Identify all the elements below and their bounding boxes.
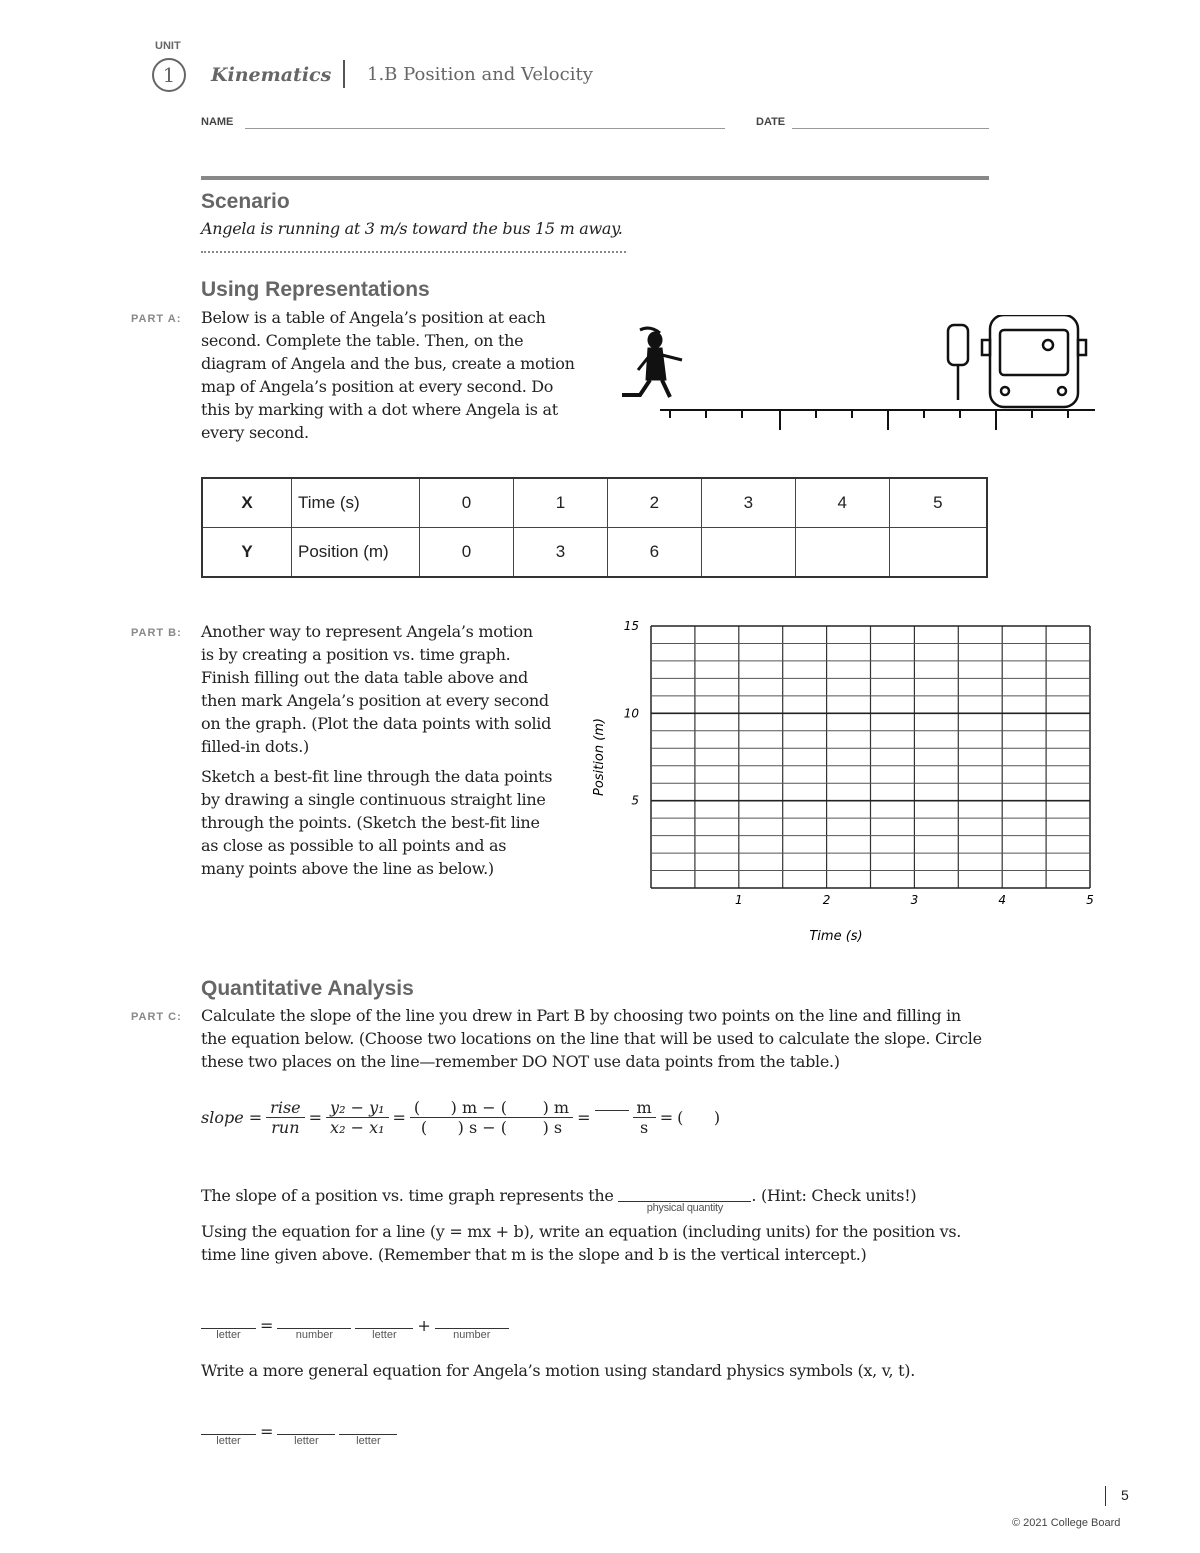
answer-parentheses[interactable]: ( ): [677, 1108, 721, 1127]
text-line: Calculate the slope of the line you drew in Part B by choosing two points on the line and filling in: [201, 1006, 961, 1025]
m-unit: m: [633, 1098, 656, 1118]
seconds-denominator[interactable]: ( ) s − ( ) s: [420, 1118, 563, 1137]
general-equation-blanks[interactable]: [201, 1422, 397, 1447]
unit-label: UNIT: [155, 40, 181, 52]
text-line: every second.: [201, 423, 309, 442]
text-line: through the points. (Sketch the best-fit line: [201, 813, 540, 832]
blank-letter[interactable]: letter: [201, 1434, 256, 1447]
graph-grid: [651, 626, 1090, 888]
text-line: second. Complete the table. Then, on the: [201, 331, 524, 350]
quantitative-analysis-heading: Quantitative Analysis: [201, 977, 414, 1000]
motion-map-diagram[interactable]: [610, 315, 1100, 435]
x-axis-label: Time (s): [809, 929, 863, 944]
copyright: © 2021 College Board: [1012, 1517, 1121, 1529]
value-fraction[interactable]: [410, 1098, 573, 1137]
text-line: as close as possible to all points and as: [201, 836, 507, 855]
scenario-divider: [201, 251, 626, 253]
text-line: Using the equation for a line (y = mx + b), write an equation (including units) for the position vs.: [201, 1222, 962, 1241]
text-line: Finish filling out the data table above and: [201, 668, 528, 687]
y-axis-label: Position (m): [592, 717, 607, 797]
x-tick-label: 2: [822, 893, 831, 907]
text-line: the equation below. (Choose two locations on the line that will be used to calculate the slope. Circle: [201, 1029, 982, 1048]
line-equation-blanks[interactable]: [201, 1316, 509, 1341]
s-unit: s: [639, 1118, 649, 1137]
blank-number[interactable]: number: [435, 1328, 509, 1341]
table-cell: 0: [420, 478, 514, 528]
text-line: diagram of Angela and the bus, create a motion: [201, 354, 575, 373]
run: run: [271, 1118, 300, 1137]
position-time-table: [201, 477, 988, 578]
date-label: DATE: [756, 116, 786, 128]
bus-icon: [982, 315, 1086, 407]
rise-over-run: [266, 1098, 304, 1137]
blank-letter[interactable]: letter: [201, 1328, 256, 1341]
slope-sentence: [201, 1184, 917, 1214]
physical-quantity-blank[interactable]: [618, 1184, 751, 1214]
part-a-text: [201, 306, 591, 444]
angela-runner-icon: [622, 328, 682, 397]
blank-caption: physical quantity: [618, 1201, 751, 1214]
text-line: Another way to represent Angela’s motion: [201, 622, 533, 641]
part-b-label: PART B:: [131, 627, 182, 639]
x-tick-label: 3: [910, 893, 919, 907]
slope-label: slope =: [201, 1108, 263, 1127]
text-line: by drawing a single continuous straight line: [201, 790, 546, 809]
bus-stop-sign-icon: [948, 325, 968, 400]
text-line: is by creating a position vs. time graph.: [201, 645, 511, 664]
unit-title: Kinematics: [211, 64, 332, 86]
text-line: time line given above. (Remember that m is the slope and b is the vertical intercept.): [201, 1245, 867, 1264]
general-equation-prompt: Write a more general equation for Angela’s motion using standard physics symbols (x, v, t).: [201, 1361, 915, 1380]
scenario-text: Angela is running at 3 m/s toward the bus 15 m away.: [201, 219, 623, 238]
rise: rise: [266, 1098, 304, 1118]
part-a-label: PART A:: [131, 313, 182, 325]
text-line: then mark Angela’s position at every second: [201, 691, 549, 710]
text-line: this by marking with a dot where Angela is at: [201, 400, 558, 419]
table-cell: 2: [607, 478, 701, 528]
table-cell-input[interactable]: [795, 528, 889, 578]
equals: =: [308, 1108, 323, 1127]
result-blank[interactable]: [595, 1110, 629, 1111]
scenario-heading: Scenario: [201, 190, 290, 213]
name-label: NAME: [201, 116, 234, 128]
ground-ruler: [660, 410, 1095, 430]
position-time-graph[interactable]: [580, 610, 1110, 955]
blank-number[interactable]: number: [277, 1328, 351, 1341]
table-cell-input[interactable]: [701, 528, 795, 578]
row-variable: Y: [202, 528, 292, 578]
table-cell: 3: [701, 478, 795, 528]
header-rule: [201, 176, 989, 180]
y-tick-label: 10: [623, 706, 639, 721]
text-line: many points above the line as below.): [201, 859, 494, 878]
row-variable: X: [202, 478, 292, 528]
text-line: filled-in dots.): [201, 737, 309, 756]
table-cell: 0: [420, 528, 514, 578]
page-number: 5: [1121, 1487, 1129, 1503]
date-field[interactable]: [792, 128, 989, 129]
blank-letter[interactable]: letter: [277, 1434, 335, 1447]
part-b-text: [201, 620, 581, 880]
slope-equation[interactable]: [201, 1098, 720, 1137]
using-representations-heading: Using Representations: [201, 278, 430, 301]
unit-number-badge: 1: [152, 58, 186, 92]
text: . (Hint: Check units!): [751, 1186, 917, 1205]
text-line: these two places on the line—remember DO NOT use data points from the table.): [201, 1052, 840, 1071]
text-line: Sketch a best-fit line through the data points: [201, 767, 553, 786]
part-c-text: [201, 1004, 1001, 1073]
footer-divider: [1105, 1486, 1106, 1506]
meters-numerator[interactable]: ( ) m − ( ) m: [410, 1098, 573, 1118]
table-cell-input[interactable]: [889, 528, 987, 578]
equals: =: [260, 1316, 274, 1335]
y-tick-label: 15: [623, 619, 639, 633]
table-cell: 6: [607, 528, 701, 578]
table-cell: 5: [889, 478, 987, 528]
x-difference: x₂ − x₁: [330, 1118, 385, 1137]
blank-letter[interactable]: letter: [339, 1434, 397, 1447]
text-line: on the graph. (Plot the data points with solid: [201, 714, 552, 733]
blank-letter[interactable]: letter: [355, 1328, 413, 1341]
equals: =: [392, 1108, 406, 1127]
table-row-time: [202, 478, 987, 528]
part-c-label: PART C:: [131, 1011, 182, 1023]
row-label: Time (s): [292, 478, 420, 528]
equals: =: [659, 1108, 674, 1127]
text-line: Below is a table of Angela’s position at each: [201, 308, 546, 327]
table-row-position: [202, 528, 987, 578]
x-tick-label: 5: [1086, 893, 1094, 907]
y-difference: y₂ − y₁: [326, 1098, 388, 1118]
line-equation-prompt: [201, 1220, 1001, 1266]
equals: =: [260, 1422, 274, 1441]
text: The slope of a position vs. time graph represents the: [201, 1186, 614, 1205]
x-tick-label: 1: [734, 893, 743, 907]
header-divider: [343, 60, 345, 88]
y-tick-label: 5: [631, 793, 639, 808]
coordinate-difference: [326, 1098, 388, 1137]
unit-fraction: [633, 1098, 656, 1137]
x-tick-label: 4: [998, 893, 1007, 907]
lesson-title: 1.B Position and Velocity: [367, 64, 593, 85]
equals: =: [577, 1108, 591, 1127]
name-field[interactable]: [245, 128, 725, 129]
text-line: map of Angela’s position at every second. Do: [201, 377, 554, 396]
table-cell: 3: [513, 528, 607, 578]
plus: +: [417, 1316, 431, 1335]
row-label: Position (m): [292, 528, 420, 578]
table-cell: 1: [513, 478, 607, 528]
table-cell: 4: [795, 478, 889, 528]
